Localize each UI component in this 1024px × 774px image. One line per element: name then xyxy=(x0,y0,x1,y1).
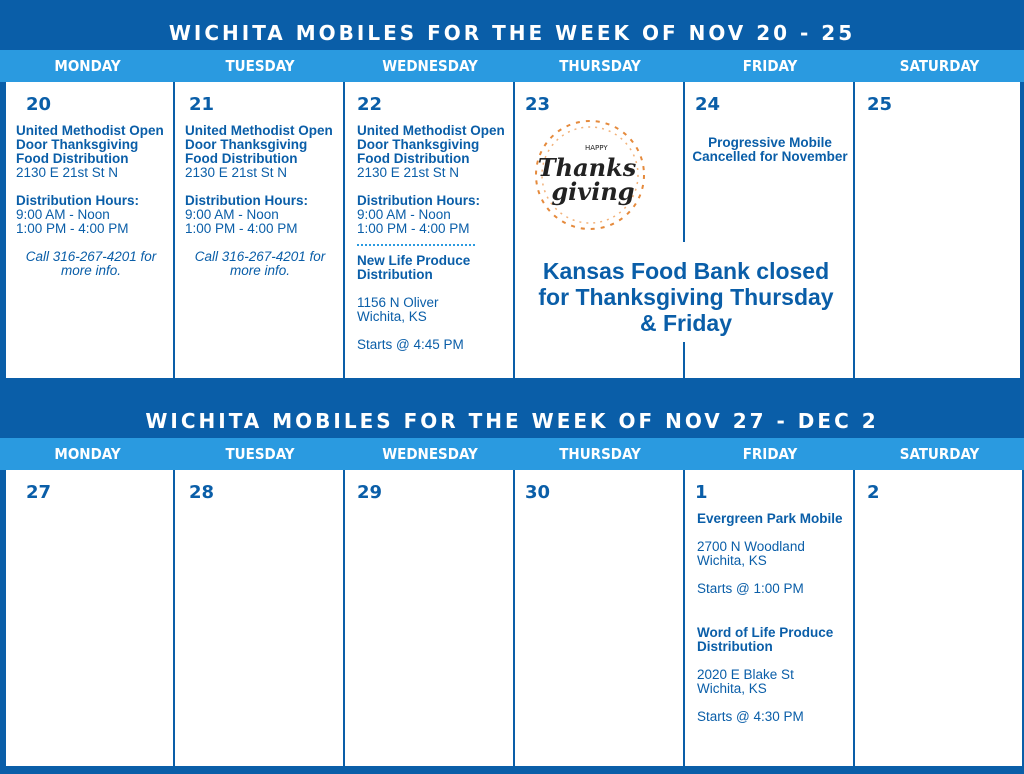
week2-thursday-cell xyxy=(515,470,685,766)
day-header-monday: MONDAY xyxy=(54,57,121,75)
call-info: Call 316-267-4201 for more info. xyxy=(194,249,326,278)
week2-tuesday-cell xyxy=(175,470,345,766)
date-number: 23 xyxy=(525,94,551,115)
hours-afternoon: 1:00 PM - 4:00 PM xyxy=(16,221,129,236)
event-info xyxy=(697,512,847,724)
day-header-thursday: THURSDAY xyxy=(559,57,641,75)
event-address-1: 2700 N Woodland xyxy=(697,539,805,554)
week1-saturday-cell xyxy=(855,82,1022,378)
event-info xyxy=(357,124,507,352)
day-header-monday: MONDAY xyxy=(54,445,121,463)
event-start-2: Starts @ 4:45 PM xyxy=(357,337,464,352)
date-number: 22 xyxy=(357,94,383,115)
week2-wednesday-cell xyxy=(345,470,515,766)
date-number: 21 xyxy=(189,94,215,115)
week1-grid xyxy=(6,82,1022,378)
date-number: 24 xyxy=(695,94,721,115)
event-info xyxy=(16,124,166,278)
week1-tuesday-cell xyxy=(175,82,345,378)
event-city-2: Wichita, KS xyxy=(697,681,767,696)
cancel-note: Progressive Mobile Cancelled for November xyxy=(692,135,848,164)
date-number: 25 xyxy=(867,94,893,115)
event-city-1: Wichita, KS xyxy=(697,553,767,568)
event-title: United Methodist Open Door Thanksgiving Food Distribution xyxy=(16,123,164,166)
event-start-1: Starts @ 1:00 PM xyxy=(697,581,804,596)
week2-friday-cell xyxy=(685,470,855,766)
thanksgiving-wreath-logo xyxy=(525,110,655,240)
date-number: 1 xyxy=(695,482,708,503)
dotted-divider xyxy=(357,244,475,246)
day-header-friday: FRIDAY xyxy=(742,57,798,75)
day-header-wednesday: WEDNESDAY xyxy=(382,445,478,463)
hours-morning: 9:00 AM - Noon xyxy=(185,207,279,222)
event-title: United Methodist Open Door Thanksgiving Food Distribution xyxy=(185,123,333,166)
week2-monday-cell xyxy=(6,470,175,766)
date-number: 27 xyxy=(26,482,52,503)
event-start-2: Starts @ 4:30 PM xyxy=(697,709,804,724)
hours-label: Distribution Hours: xyxy=(357,193,480,208)
closed-notice: Kansas Food Bank closed for Thanksgiving Thursday & Friday xyxy=(538,258,834,336)
event-address: 2130 E 21st St N xyxy=(185,165,288,180)
week2-day-headers xyxy=(0,438,1024,470)
date-number: 30 xyxy=(525,482,551,503)
hours-afternoon: 1:00 PM - 4:00 PM xyxy=(185,221,298,236)
day-header-saturday: SATURDAY xyxy=(899,57,980,75)
hours-label: Distribution Hours: xyxy=(16,193,139,208)
week2-grid xyxy=(6,470,1022,766)
event-title-1: Evergreen Park Mobile xyxy=(697,511,843,526)
week2-saturday-cell xyxy=(855,470,1022,766)
week2-title: WICHITA MOBILES FOR THE WEEK OF NOV 27 - DEC 2 xyxy=(0,396,1024,446)
logo-happy-text: HAPPY xyxy=(585,144,608,152)
day-header-friday: FRIDAY xyxy=(742,445,798,463)
day-header-thursday: THURSDAY xyxy=(559,445,641,463)
hours-morning: 9:00 AM - Noon xyxy=(357,207,451,222)
week1-title: WICHITA MOBILES FOR THE WEEK OF NOV 20 - 25 xyxy=(0,8,1024,58)
hours-label: Distribution Hours: xyxy=(185,193,308,208)
event-title-2: Word of Life Produce Distribution xyxy=(697,625,834,654)
day-header-tuesday: TUESDAY xyxy=(225,57,295,75)
date-number: 2 xyxy=(867,482,880,503)
date-number: 28 xyxy=(189,482,215,503)
date-number: 20 xyxy=(26,94,52,115)
week1-monday-cell xyxy=(6,82,175,378)
event-title-2: New Life Produce Distribution xyxy=(357,253,471,282)
week1-wednesday-cell xyxy=(345,82,515,378)
event-address-2: 2020 E Blake St xyxy=(697,667,794,682)
event-city-2: Wichita, KS xyxy=(357,309,427,324)
event-title: United Methodist Open Door Thanksgiving Food Distribution xyxy=(357,123,505,166)
event-info xyxy=(185,124,335,278)
logo-line1-text: Thanks xyxy=(537,153,637,182)
logo-line2-text: giving xyxy=(551,177,635,206)
week1-day-headers xyxy=(0,50,1024,82)
day-header-saturday: SATURDAY xyxy=(899,445,980,463)
date-number: 29 xyxy=(357,482,383,503)
event-address: 2130 E 21st St N xyxy=(16,165,119,180)
hours-morning: 9:00 AM - Noon xyxy=(16,207,110,222)
hours-afternoon: 1:00 PM - 4:00 PM xyxy=(357,221,470,236)
event-address-2: 1156 N Oliver xyxy=(357,295,439,310)
day-header-wednesday: WEDNESDAY xyxy=(382,57,478,75)
event-address: 2130 E 21st St N xyxy=(357,165,460,180)
day-header-tuesday: TUESDAY xyxy=(225,445,295,463)
call-info: Call 316-267-4201 for more info. xyxy=(25,249,157,278)
